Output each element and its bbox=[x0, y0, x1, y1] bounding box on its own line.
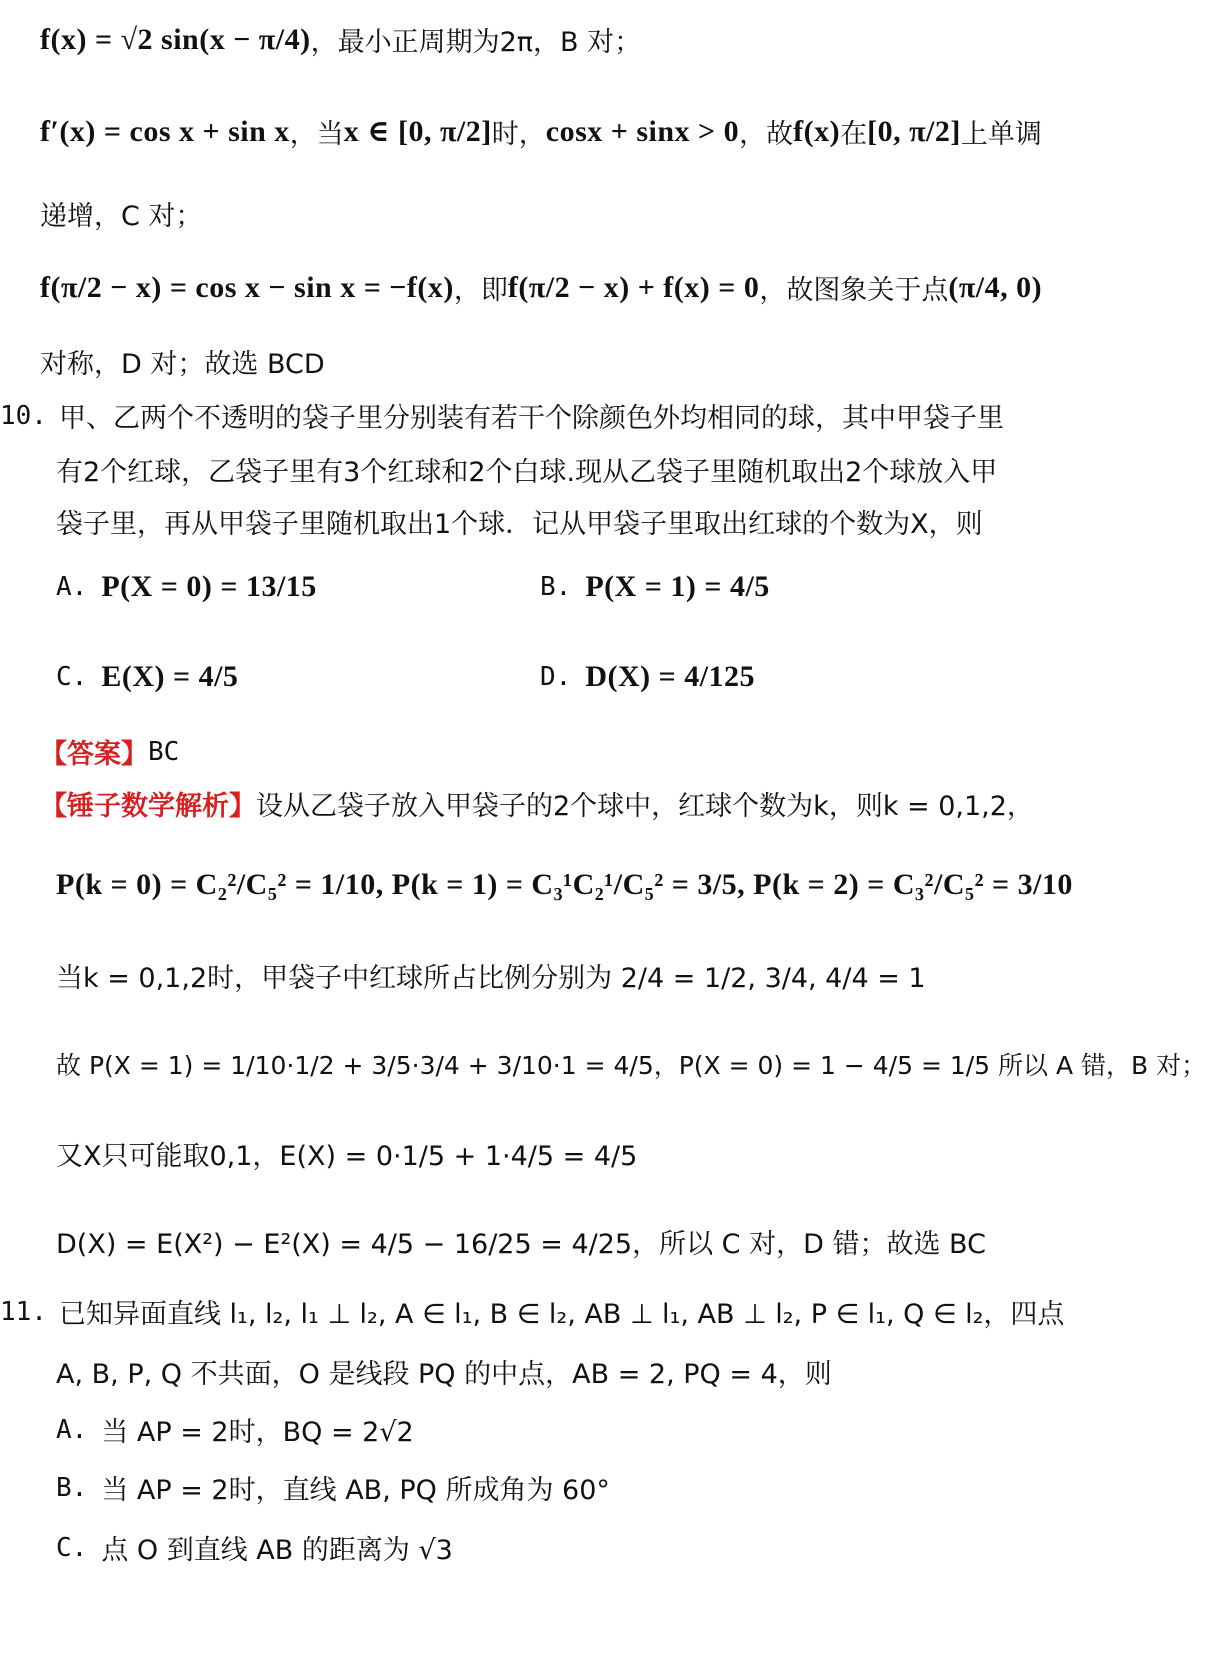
option-math: P(X = 0) = 13/15 bbox=[101, 570, 317, 603]
q9-text: ，即 bbox=[453, 275, 508, 306]
q9-line-1 bbox=[40, 20, 1080, 59]
q9-math: [0, π/2] bbox=[867, 114, 961, 148]
option-label: B. bbox=[56, 1472, 88, 1503]
q10-option-b bbox=[540, 570, 770, 604]
q10-analysis-line-1 bbox=[40, 784, 1080, 823]
q9-line-5: 对称，D 对；故选 BCD bbox=[40, 349, 325, 380]
option-label: A. bbox=[56, 1414, 88, 1445]
q9-text: 时， bbox=[491, 119, 546, 150]
q9-line-2 bbox=[40, 112, 1080, 151]
answer-value: BC bbox=[148, 736, 180, 767]
option-text: 点 O 到直线 AB 的距离为 √3 bbox=[101, 1535, 453, 1566]
analysis-text: 设从乙袋子放入甲袋子的2个球中，红球个数为k，则k = 0,1,2， bbox=[256, 791, 1034, 822]
option-math: E(X) = 4/5 bbox=[101, 660, 239, 693]
answer-tag: 【答案】 bbox=[40, 739, 148, 770]
q11-line-1 bbox=[0, 1292, 1080, 1331]
q9-text: ，故图象关于点 bbox=[759, 275, 949, 306]
q10-option-a bbox=[56, 570, 317, 604]
q9-math: cosx + sinx > 0 bbox=[545, 114, 740, 148]
q9-math: (π/4, 0) bbox=[948, 270, 1043, 304]
q9-text: ，当 bbox=[289, 119, 344, 150]
q10-answer bbox=[40, 732, 1080, 771]
q9-math: f(π/2 − x) + f(x) = 0 bbox=[507, 270, 760, 304]
option-text: 当 AP = 2时，BQ = 2√2 bbox=[101, 1417, 414, 1448]
q10-analysis-line-3: 当k = 0,1,2时，甲袋子中红球所占比例分别为 2/4 = 1/2, 3/4, 4/4 = 1 bbox=[56, 963, 926, 994]
q10-number: 10. bbox=[0, 400, 47, 431]
q10-option-c bbox=[56, 660, 238, 694]
option-label: C. bbox=[56, 662, 88, 692]
q9-line-3: 递增，C 对； bbox=[40, 201, 203, 232]
q10-analysis-line-6: D(X) = E(X²) − E²(X) = 4/5 − 16/25 = 4/25，所以 C 对，D 错；故选 BC bbox=[56, 1229, 986, 1260]
q9-text: ，故 bbox=[739, 119, 794, 150]
q11-option-a bbox=[56, 1410, 414, 1449]
q9-text: 上单调 bbox=[960, 119, 1042, 150]
q11-option-b bbox=[56, 1468, 610, 1507]
analysis-tag: 【锤子数学解析】 bbox=[40, 791, 256, 822]
option-math: D(X) = 4/125 bbox=[585, 660, 756, 693]
option-math: P(X = 1) = 4/5 bbox=[585, 570, 770, 603]
q9-text: ，最小正周期为2π，B 对； bbox=[310, 27, 642, 58]
q11-stem: 已知异面直线 l₁, l₂, l₁ ⊥ l₂, A ∈ l₁, B ∈ l₂, AB ⊥ l₁, AB ⊥ l₂, P ∈ l₁, Q ∈ l₂，四点 bbox=[58, 1299, 1065, 1330]
q9-text: 在 bbox=[840, 119, 868, 150]
q10-stem: 袋子里，再从甲袋子里随机取出1个球．记从甲袋子里取出红球的个数为X，则 bbox=[56, 509, 983, 540]
q10-option-d bbox=[540, 660, 755, 694]
q9-math: x ∈ [0, π/2] bbox=[343, 115, 492, 148]
option-label: A. bbox=[56, 572, 88, 602]
q10-stem: 甲、乙两个不透明的袋子里分别装有若干个除颜色外均相同的球，其中甲袋子里 bbox=[58, 403, 1004, 434]
option-text: 当 AP = 2时，直线 AB, PQ 所成角为 60° bbox=[101, 1475, 610, 1506]
q11-number: 11. bbox=[0, 1296, 47, 1327]
q10-analysis-line-5: 又X只可能取0,1，E(X) = 0·1/5 + 1·4/5 = 4/5 bbox=[56, 1141, 638, 1172]
q9-line-4 bbox=[40, 268, 1080, 307]
q11-stem: A, B, P, Q 不共面，O 是线段 PQ 的中点，AB = 2, PQ = 4，则 bbox=[56, 1359, 832, 1390]
q10-analysis-line-2: P(k = 0) = C₂²/C₅² = 1/10, P(k = 1) = C₃¹C₂¹/C₅² = 3/5, P(k = 2) = C₃²/C₅² = 3/10 bbox=[56, 868, 1073, 901]
q9-math: f(x) bbox=[793, 114, 841, 148]
option-label: D. bbox=[540, 662, 572, 692]
q10-line-1 bbox=[0, 396, 1080, 435]
option-label: B. bbox=[540, 572, 572, 602]
q9-math: f′(x) = cos x + sin x bbox=[40, 114, 290, 148]
q9-math: f(x) = √2 sin(x − π/4) bbox=[40, 22, 311, 56]
q10-analysis-line-4: 故 P(X = 1) = 1/10·1/2 + 3/5·3/4 + 3/10·1 = 4/5，P(X = 0) = 1 − 4/5 = 1/5 所以 A 错，B 对； bbox=[56, 1051, 1206, 1080]
option-label: C. bbox=[56, 1532, 88, 1563]
q10-stem: 有2个红球，乙袋子里有3个红球和2个白球.现从乙袋子里随机取出2个球放入甲 bbox=[56, 457, 998, 488]
q9-math: f(π/2 − x) = cos x − sin x = −f(x) bbox=[40, 270, 454, 304]
q11-option-c bbox=[56, 1528, 453, 1567]
